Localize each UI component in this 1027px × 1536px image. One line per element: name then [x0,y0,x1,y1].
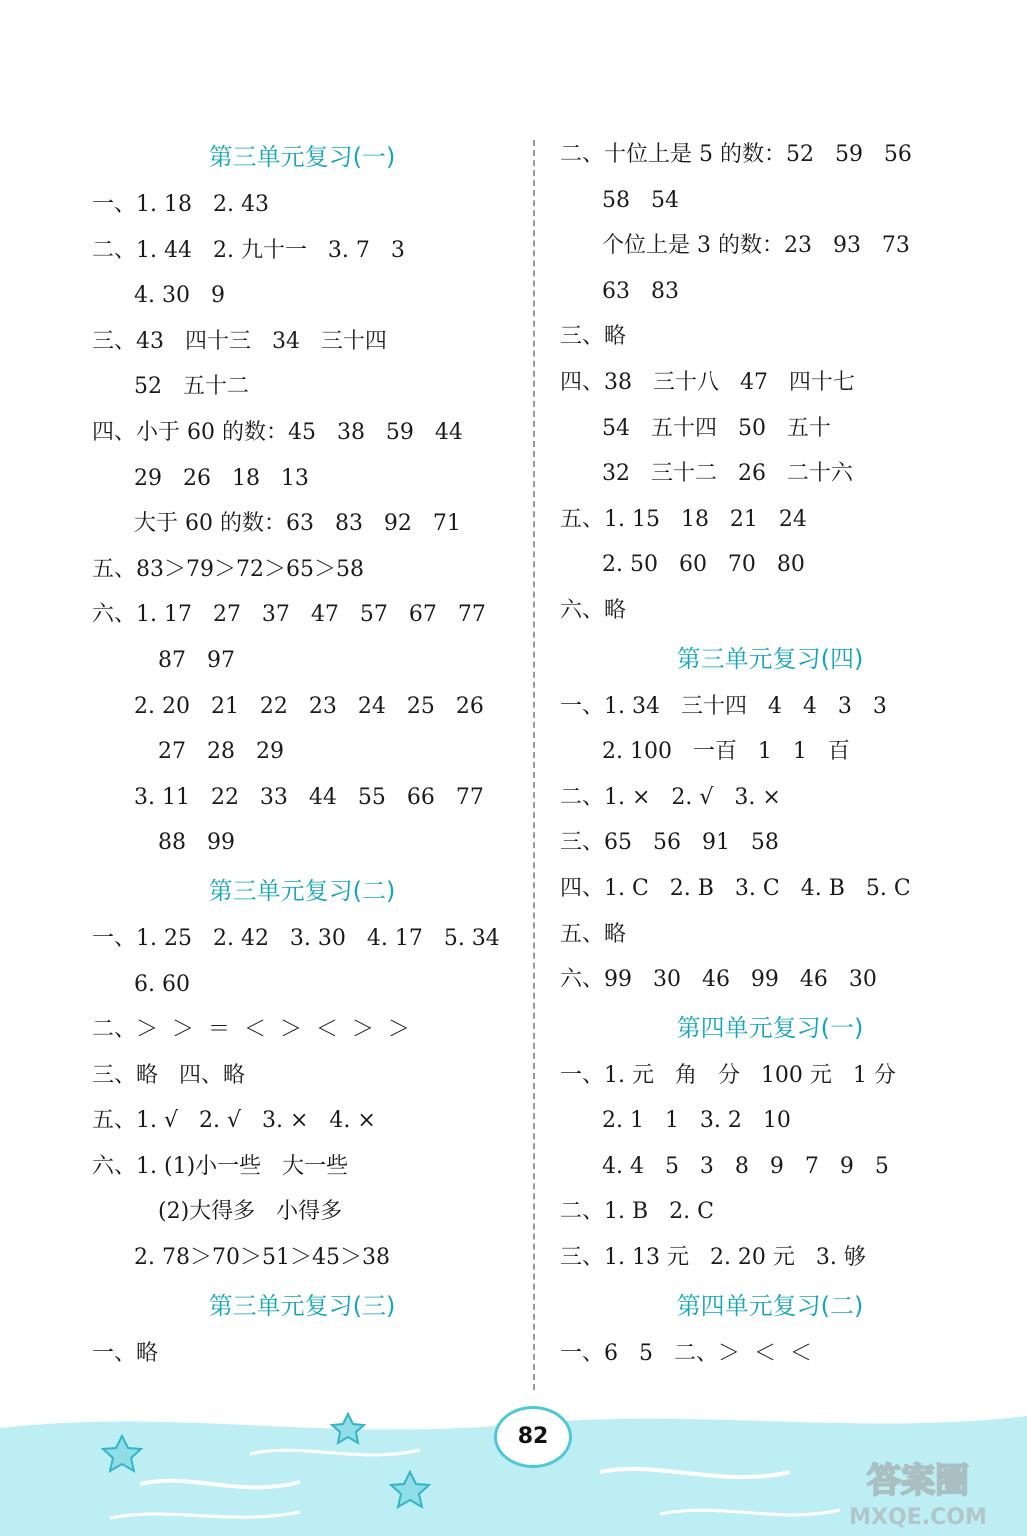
watermark-logo [823,1452,1013,1532]
section-title: 第四单元复习(一) [676,1013,864,1042]
answer-line: 二、1. × 2. √ 3. × [560,784,781,810]
answer-line: 大于 60 的数：63 83 92 71 [134,511,461,537]
answer-line: 二、1. B 2. C [560,1199,714,1225]
page-number: 82 [494,1406,572,1468]
answer-line: 3. 11 22 33 44 55 66 77 [134,784,484,810]
answer-line: 三、略 四、略 [92,1062,245,1088]
answer-line: 二、1. 44 2. 九十一 3. 7 3 [92,237,405,263]
answer-line: 个位上是 3 的数：23 93 73 [602,233,910,259]
answer-line: 一、1. 34 三十四 4 4 3 3 [560,693,887,719]
svg-text:MXQE.COM: MXQE.COM [849,1505,987,1530]
answer-line: (2)大得多 小得多 [158,1199,343,1225]
answer-line: 三、65 56 91 58 [560,830,779,856]
answer-line: 63 83 [602,278,679,304]
answer-line: 2. 78＞70＞51＞45＞38 [134,1245,390,1271]
answer-line: 2. 50 60 70 80 [602,552,805,578]
answer-line: 五、略 [560,921,627,947]
answer-line: 2. 100 一百 1 1 百 [602,739,850,765]
answer-line: 2. 1 1 3. 2 10 [602,1108,791,1134]
section-title: 第三单元复习(三) [208,1291,396,1320]
section-title: 第三单元复习(二) [208,876,396,905]
answer-column-left [92,132,512,1376]
column-divider [533,140,535,1390]
answer-line: 六、99 30 46 99 46 30 [560,967,877,993]
answer-line: 58 54 [602,187,679,213]
answer-line: 一、1. 18 2. 43 [92,192,269,217]
answer-column-right [560,132,980,1376]
answer-line: 一、1. 25 2. 42 3. 30 4. 17 5. 34 [92,925,500,951]
answer-line: 一、6 5 二、＞ ＜ ＜ [560,1340,812,1366]
answer-line: 五、1. √ 2. √ 3. × 4. × [92,1108,376,1134]
answer-line: 二、＞ ＞ ＝ ＜ ＞ ＜ ＞ ＞ [92,1017,410,1043]
answer-line: 六、略 [560,597,627,623]
answer-line: 29 26 18 13 [134,465,309,491]
answer-line: 六、1. 17 27 37 47 57 67 77 [92,602,486,628]
section-title: 第三单元复习(一) [208,143,396,171]
answer-line: 2. 20 21 22 23 24 25 26 [134,693,484,719]
answer-line: 88 99 [158,830,235,856]
answer-line: 4. 4 5 3 8 9 7 9 5 [602,1153,889,1179]
answer-line: 52 五十二 [134,374,249,400]
answer-line: 六、1. (1)小一些 大一些 [92,1153,349,1179]
answer-line: 二、十位上是 5 的数：52 59 56 [560,142,912,167]
answer-line: 三、1. 13 元 2. 20 元 3. 够 [560,1245,866,1271]
answer-line: 一、1. 元 角 分 100 元 1 分 [560,1062,896,1088]
svg-text:答案圈: 答案圈 [867,1461,969,1501]
answer-line: 27 28 29 [158,739,284,765]
answer-line: 32 三十二 26 二十六 [602,461,853,487]
answer-line: 四、38 三十八 47 四十七 [560,369,855,395]
answer-line: 四、1. C 2. B 3. C 4. B 5. C [560,875,911,901]
answer-line: 五、1. 15 18 21 24 [560,506,807,532]
answer-line: 87 97 [158,647,235,673]
section-title: 第三单元复习(四) [676,644,864,673]
answer-line: 4. 30 9 [134,283,225,309]
answer-line: 一、略 [92,1340,159,1366]
answer-line: 三、略 [560,324,627,350]
answer-line: 6. 60 [134,971,190,997]
section-title: 第四单元复习(二) [676,1291,864,1320]
answer-line: 54 五十四 50 五十 [602,415,831,441]
answer-line: 四、小于 60 的数：45 38 59 44 [92,419,463,445]
answer-line: 三、43 四十三 34 三十四 [92,328,387,354]
answer-line: 五、83＞79＞72＞65＞58 [92,556,364,582]
